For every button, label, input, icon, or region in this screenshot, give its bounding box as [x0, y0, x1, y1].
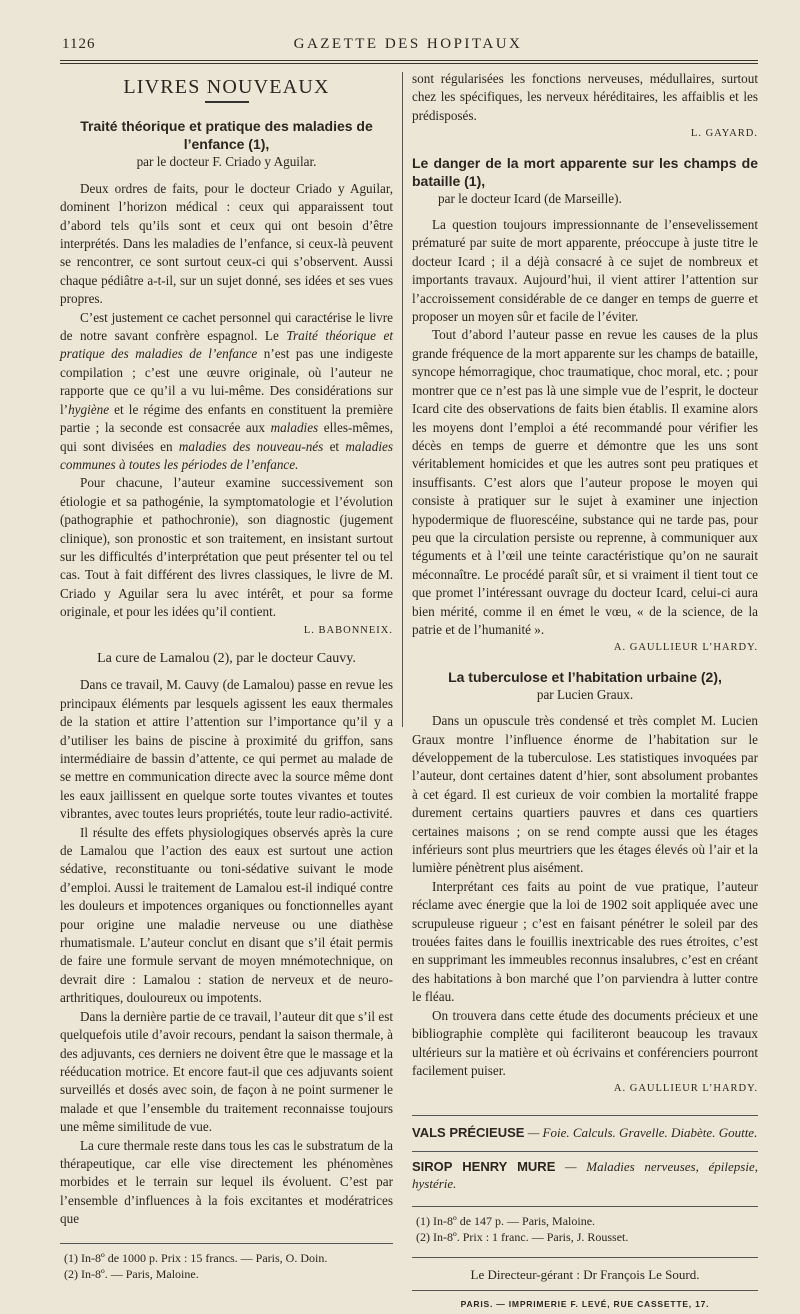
article-byline: par le docteur F. Criado y Aguilar. [136, 154, 317, 170]
article-signature: A. GAULLIEUR L’HARDY. [613, 642, 758, 654]
director-line: Le Directeur-gérant : Dr François Le Sourd. [412, 1257, 758, 1284]
running-title: GAZETTE DES HOPITAUX [293, 36, 523, 52]
article-paragraph: La question toujours impressionnante de l’ensevelissement prématuré par suite de mort apparente, préoccupe à juste titre le docteur Icard ; il a déjà consacré à ce sujet de nombreux et importants travaux. Aujourd’hui, il vient attirer l’attention sur l’accroissement considérable de ce danger en temps de guerre et proposer un moyen sûr et facile de l’éviter. [412, 217, 758, 325]
article-paragraph: Interprétant ces faits au point de vue pratique, l’auteur réclame avec énergie que la loi de 1902 soit appliquée avec une scrupuleuse rigueur ; c’est en faisant pénétrer le soleil par des trouées faites dans le fouillis inextricable des rues étroites, c’est en supprimant les immeubles reconnus insalubres, c’est en créant des habitations à bon marché que l’on parviendra à lutter contre le fléau. [412, 878, 758, 1005]
article-paragraph: C’est justement ce cachet personnel qui caractérise le livre de notre savant confrère espagnol. Le Traité théorique et pratique des maladies de l’enfance n’est pas une indigeste compilation ; c’est une œuvre originale, où l’auteur ne rapporte que ce qu’il a vu lui-même. Des considérations sur l’hygiène et le régime des enfants en constituent la première partie ; la seconde est consacrée aux maladies elles-mêmes, qui sont divisées en maladies des nouveau-nés et maladies communes à toutes les périodes de l’enfance. [60, 309, 393, 472]
article-byline: par Lucien Graux. [536, 686, 634, 702]
title-underline [205, 101, 249, 103]
article-paragraph: Il résulte des effets physiologiques observés après la cure de Lamalou que l’action des eaux est surtout une action sédative, reconstituante ou toni-sédative suivant le mode d’emploi. Aussi le traitement de Lamalou est-il indiqué contre les douleurs et impotences organiques ou fonctionnelles ayant pour origine une maladie nerveuse ou une diathèse rhumatismale. L’auteur conclut en disant que s’il était permis de faire une formule servant de moyen mnémotechnique, on devrait dire : Lamalou : station de nerveux et de neuro-arthritiques, douloureux ou impotents. [60, 824, 393, 1006]
footnote: (1) In-8º de 147 p. — Paris, Maloine. [416, 1213, 596, 1228]
right-column [412, 70, 758, 1314]
article-paragraph: On trouvera dans cette étude des documents précieux et une bibliographie complète qui faciliteront beaucoup les travaux ultérieurs sur la matière et où écrivains et conférenciers pourront facilement puiser. [412, 1007, 758, 1078]
printer-line: PARIS. — IMPRIMERIE F. LEVÉ, RUE CASSETTE, 17. [412, 1290, 758, 1313]
footnotes [412, 1206, 758, 1245]
footnote: (2) In-8º. — Paris, Maloine. [64, 1266, 199, 1281]
column-divider [402, 72, 403, 727]
article-paragraph: Dans un opuscule très condensé et très complet M. Lucien Graux montre l’influence énorme de l’habitation sur le développement de la tuberculose. Les statistiques invoquées par l’auteur, dont certaines datent d’hier, sont absolument probantes à cet égard. Il est curieux de voir combien la mortalité frappe durement certains quartiers pauvres et dans ces quartiers certaines maisons ; on se rend compte aussi que les étages inférieurs sont plus meurtriers que les étages élevés où l’air et la lumière pénètrent plus aisément. [412, 713, 758, 876]
article-signature: L. BABONNEIX. [303, 624, 393, 636]
footnote: (2) In-8º. Prix : 1 franc. — Paris, J. Rousset. [416, 1229, 629, 1244]
advertisement: VALS PRÉCIEUSE — Foie. Calculs. Gravelle. Diabète. Goutte. [412, 1115, 758, 1141]
article-title: La cure de Lamalou (2), par le docteur Cauvy. [97, 650, 356, 666]
section-title: LIVRES NOUVEAUX [123, 76, 330, 98]
article-paragraph: La cure thermale reste dans tous les cas le substratum de la thérapeutique, car elle vise directement les phénomènes morbides et le terrain sur lequel ils évoluent. C’est par l’ensemble d’influences à la fois excitantes et modératrices que [60, 1137, 393, 1227]
article-signature: A. GAULLIEUR L’HARDY. [613, 1083, 758, 1095]
header-rule [60, 60, 758, 61]
article-title: Traité théorique et pratique des maladies de l’enfance (1), [80, 118, 373, 153]
article-paragraph: Deux ordres de faits, pour le docteur Criado y Aguilar, dominent l’horizon médical : ceux qui apparaissent tout d’abord tels qu’ils sont et ceux qui ont besoin d’être interprétés. Dans les maladies de l’enfance, si ceux-là peuvent se rencontrer, ce sont surtout ceux-ci qui s’observent. Aussi chaque pédiâtre a-t-il, sur un sujet donné, ses idées et ses vues propres. [60, 180, 393, 307]
article-signature: L. GAYARD. [690, 128, 758, 140]
article-byline: par le docteur Icard (de Marseille). [438, 190, 622, 206]
page-number: 1126 [62, 36, 96, 52]
footnotes [60, 1243, 393, 1282]
advertisement: SIROP HENRY MURE — Maladies nerveuses, épilepsie, hystérie. [412, 1151, 758, 1192]
article-paragraph: Tout d’abord l’auteur passe en revue les causes de la plus grande fréquence de la mort apparente sur les champs de bataille, syncope hémorragique, choc traumatique, choc moral, etc. ; pour montrer que ce n’est pas là une simple vue de l’esprit, le docteur Icard cite des observations de faits bien établis. Il examine alors les moyens dont l’emploi a été recommandé pour vérifier les décès en temps de guerre et démontre que les uns sont véritablement homicides et que les autres sont peu pratiques et insuffisants. C’est alors que l’auteur propose le moyen qui consiste à pratiquer sur le sujet à examiner une injection hypodermique de fluorescéine, substance qui ne tarde pas, pour peu que la circulation persiste ou reprenne, à communiquer aux téguments et à l’œil une teinte caractéristique qu’on ne saurait méconnaître. Le procédé paraît sûr, et si vraiment il tient tout ce que promet l’intéressant ouvrage du docteur Icard, celui-ci aura bien mérité, comme il en émet le vœu, « de la science, de la patrie et de l’humanité ». [412, 327, 758, 637]
left-column [60, 70, 393, 1282]
article-paragraph: Dans ce travail, M. Cauvy (de Lamalou) passe en revue les principaux éléments par lesquels agissent les eaux thermales de la station et attire l’attention sur l’importance qu’il y a d’utiliser les bains de piscine à proximité du griffon, sans intermédiaire de bassin d’attente, ce qui permet au malade de se mettre en communication directe avec la source même dont les eaux jaillissent en quelque sorte toutes vivantes et toutes vibrantes, avec toutes leurs propriétés, toute leur radio-activité. [60, 677, 393, 822]
article-paragraph: Dans la dernière partie de ce travail, l’auteur dit que s’il est quelquefois utile d’avoir recours, pendant la saison thermale, à des adjuvants, ces derniers ne doivent être que le massage et la rééducation motrice. Et encore faut-il que ces adjuvants soient surveillés et dosés avec soin, de façon à ne point surmener le malade et que l’ensemble du traitement reconnaisse toujours une même similitude de vue. [60, 1008, 393, 1135]
article-title: Le danger de la mort apparente sur les champs de bataille (1), [412, 154, 758, 189]
header-rule-double [60, 63, 758, 64]
page-header [58, 36, 758, 58]
article-title: La tuberculose et l’habitation urbaine (2), [448, 668, 722, 685]
article-paragraph: sont régularisées les fonctions nerveuses, médullaires, surtout chez les spécifiques, les nerveux héréditaires, les affaiblis et les prédisposés. [412, 71, 758, 123]
article-paragraph: Pour chacune, l’auteur examine successivement son étiologie et sa pathogénie, la symptomatologie et l’évolution (pathographie et pathochronie), son diagnostic (jugement clinique), son pronostic et son traitement, en insistant surtout sur les difficultés d’interprétation que peut présenter tel ou tel cas. Tout à fait différent des livres classiques, le livre de M. Criado y Aguilar sera lu avec intérêt, et pour sa forme originale, et pour les idées qu’il contient. [60, 475, 393, 620]
footnote: (1) In-8º de 1000 p. Prix : 15 francs. — Paris, O. Doin. [64, 1250, 328, 1265]
